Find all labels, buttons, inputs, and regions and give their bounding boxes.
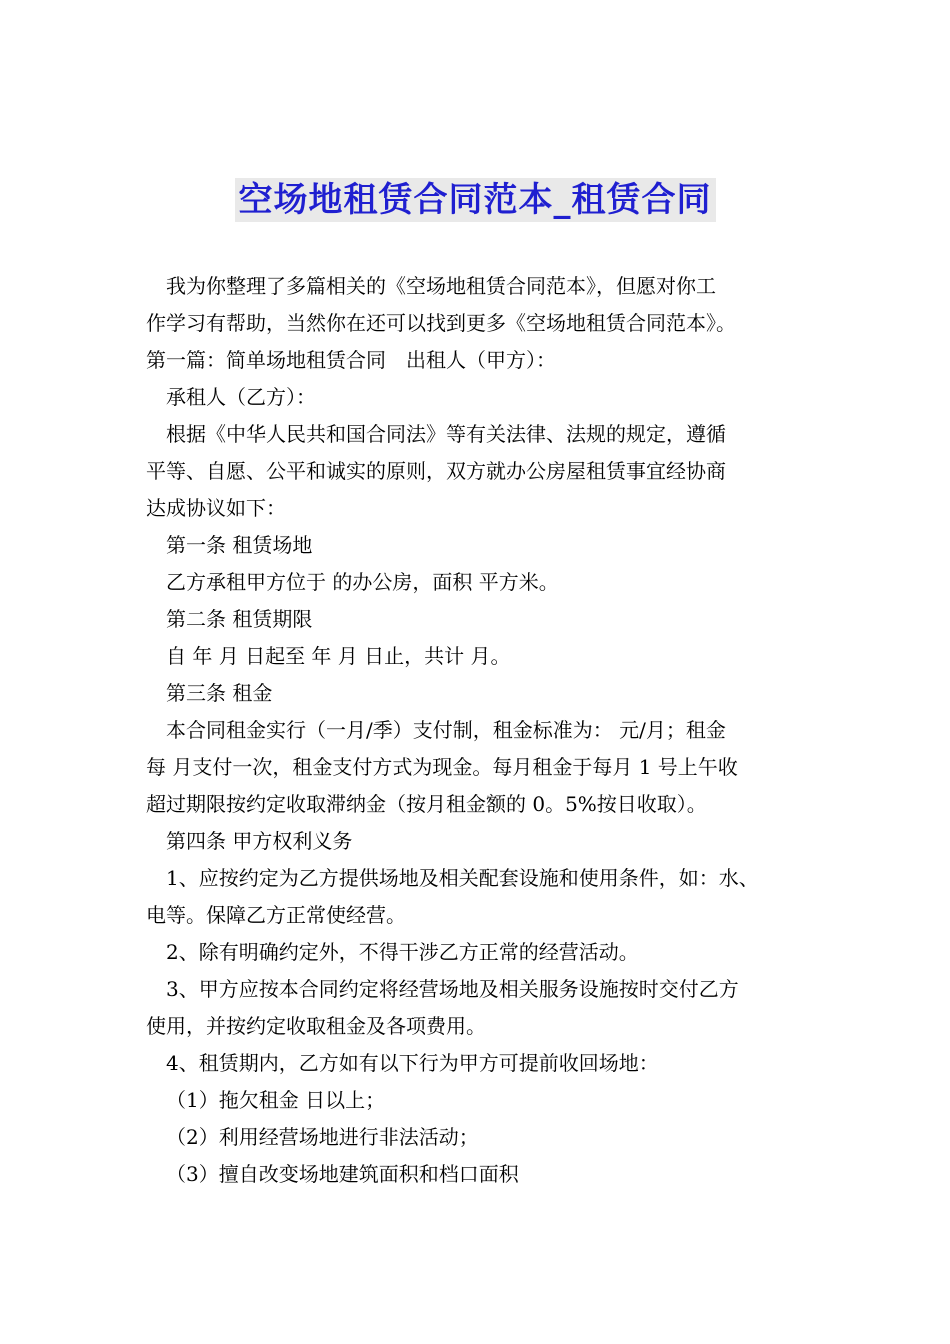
text-line: 本合同租金实行（一月/季）支付制，租金标准为： 元/月；租金 [166,718,726,742]
text-line: 达成协议如下： [146,496,286,520]
text-line: 自 年 月 日起至 年 月 日止，共计 月。 [166,644,511,668]
text-line: 第四条 甲方权利义务 [166,829,353,853]
document-title: 空场地租赁合同范本_租赁合同 [235,178,716,222]
text-line: 承租人（乙方）： [166,385,316,409]
text-line: 3、甲方应按本合同约定将经营场地及相关服务设施按时交付乙方 [166,977,739,1001]
text-line: 1、应按约定为乙方提供场地及相关配套设施和使用条件，如：水、 [166,866,759,890]
text-line: 根据《中华人民共和国合同法》等有关法律、法规的规定，遵循 [166,422,726,446]
text-line: 第一条 租赁场地 [166,533,313,557]
text-line: 第三条 租金 [166,681,273,705]
text-line: 每 月支付一次，租金支付方式为现金。每月租金于每月 1 号上午收 [146,755,738,779]
title-wrapper [0,178,950,222]
text-line: （2）利用经营场地进行非法活动； [166,1125,479,1149]
text-line: 2、除有明确约定外，不得干涉乙方正常的经营活动。 [166,940,639,964]
text-line: 4、租赁期内，乙方如有以下行为甲方可提前收回场地： [166,1051,659,1075]
text-line: 电等。保障乙方正常使经营。 [146,903,406,927]
text-line: 超过期限按约定收取滞纳金（按月租金额的 0。5%按日收取）。 [146,792,707,816]
text-line: 平等、自愿、公平和诚实的原则，双方就办公房屋租赁事宜经协商 [146,459,726,483]
text-line: 作学习有帮助，当然你在还可以找到更多《空场地租赁合同范本》。 [146,311,736,335]
text-line: 我为你整理了多篇相关的《空场地租赁合同范本》，但愿对你工 [166,274,716,298]
text-line: 乙方承租甲方位于 的办公房，面积 平方米。 [166,570,559,594]
text-line: （1）拖欠租金 日以上； [166,1088,386,1112]
text-line: 使用，并按约定收取租金及各项费用。 [146,1014,486,1038]
text-line: 第一篇：简单场地租赁合同 出租人（甲方）： [146,348,556,372]
text-line: 第二条 租赁期限 [166,607,313,631]
text-line: （3）擅自改变场地建筑面积和档口面积 [166,1162,519,1186]
document-body [146,268,808,1193]
